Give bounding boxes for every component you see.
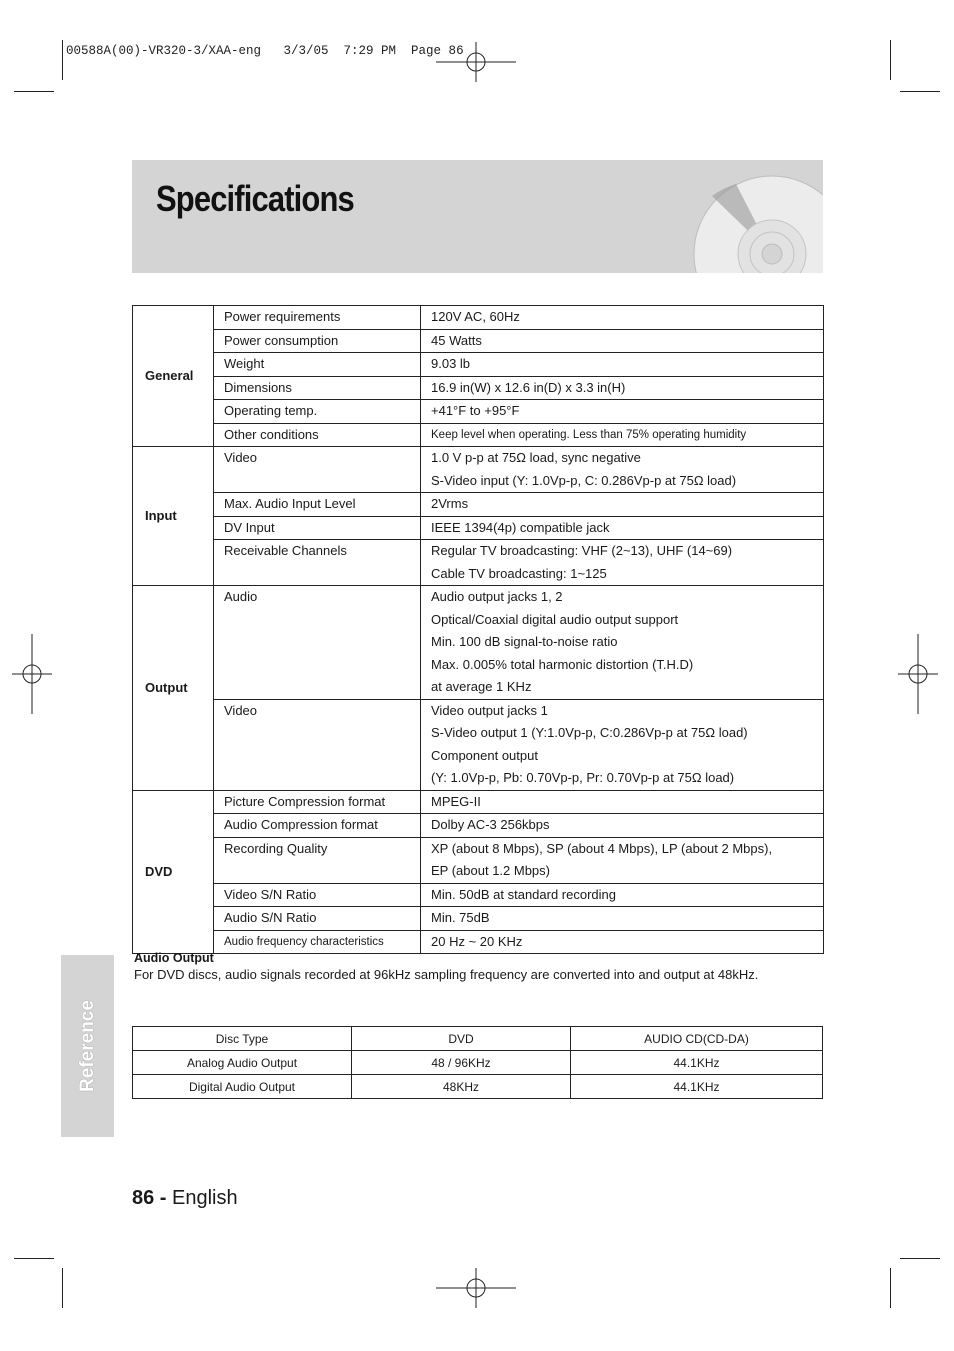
table-cell: 48KHz — [352, 1075, 571, 1099]
crop-mark — [62, 40, 63, 80]
spec-value-cell — [421, 376, 824, 400]
spec-value: Optical/Coaxial digital audio output support — [431, 611, 679, 627]
table-header-row — [133, 1027, 823, 1051]
table-row — [133, 329, 824, 353]
registration-mark-icon — [898, 634, 938, 714]
section-tab — [61, 955, 114, 1137]
spec-item: Audio — [214, 586, 421, 700]
spec-value: Min. 50dB at standard recording — [431, 886, 616, 902]
table-row — [133, 1075, 823, 1099]
spec-value-cell — [421, 423, 824, 447]
registration-mark-icon — [436, 42, 516, 82]
spec-value: Min. 100 dB signal-to-noise ratio — [431, 634, 618, 649]
spec-value: Audio output jacks 1, 2 — [431, 589, 563, 604]
spec-value-cell — [421, 493, 824, 517]
page-number: 86 - — [132, 1187, 167, 1209]
spec-value: 1.0 V p-p at 75Ω load, sync negative — [431, 450, 641, 465]
spec-value: 16.9 in(W) x 12.6 in(D) x 3.3 in(H) — [431, 379, 626, 395]
spec-value: S-Video input (Y: 1.0Vp-p, C: 0.286Vp-p at 75Ω load) — [431, 472, 737, 488]
page-title: Specifications — [156, 178, 354, 219]
spec-value: 2Vrms — [431, 496, 469, 511]
spec-value-cell — [421, 883, 824, 907]
table-row — [133, 516, 824, 540]
spec-item: Weight — [214, 353, 421, 377]
table-row — [133, 447, 824, 493]
spec-value: Video output jacks 1 — [431, 702, 548, 718]
disc-graphic-icon — [692, 174, 823, 273]
spec-value-cell — [421, 699, 824, 790]
spec-value-cell — [421, 400, 824, 424]
table-row — [133, 699, 824, 790]
spec-value: 20 Hz ~ 20 KHz — [431, 933, 523, 949]
table-row — [133, 883, 824, 907]
spec-value: S-Video output 1 (Y:1.0Vp-p, C:0.286Vp-p at 75Ω load) — [431, 725, 748, 740]
table-row — [133, 540, 824, 586]
spec-value: +41°F to +95°F — [431, 403, 520, 418]
table-row — [133, 790, 824, 814]
spec-item: Audio Compression format — [214, 814, 421, 838]
spec-value-cell — [421, 837, 824, 883]
spec-group-label: General — [133, 306, 214, 447]
spec-item: Operating temp. — [214, 400, 421, 424]
spec-item: DV Input — [214, 516, 421, 540]
table-cell: 44.1KHz — [571, 1075, 823, 1099]
spec-value: Min. 75dB — [431, 910, 490, 925]
spec-value: IEEE 1394(4p) compatible jack — [431, 519, 610, 535]
spec-value: EP (about 1.2 Mbps) — [431, 863, 550, 878]
spec-item: Max. Audio Input Level — [214, 493, 421, 517]
table-row — [133, 400, 824, 424]
crop-mark — [62, 1268, 63, 1308]
spec-item: Recording Quality — [214, 837, 421, 883]
table-cell: 48 / 96KHz — [352, 1051, 571, 1075]
spec-value-cell — [421, 516, 824, 540]
audio-output-table — [132, 1026, 823, 1099]
spec-value-cell — [421, 353, 824, 377]
table-header-cell: Disc Type — [133, 1027, 352, 1051]
specifications-table — [132, 305, 824, 954]
spec-item: Video S/N Ratio — [214, 883, 421, 907]
table-row — [133, 837, 824, 883]
spec-value-cell — [421, 790, 824, 814]
table-row — [133, 376, 824, 400]
audio-output-note-text: For DVD discs, audio signals recorded at 96kHz sampling frequency are converted into and output at 48kHz. — [134, 967, 759, 982]
spec-value: Component output — [431, 747, 538, 763]
spec-item: Video — [214, 699, 421, 790]
audio-output-note-title: Audio Output — [134, 951, 214, 965]
spec-value-cell — [421, 930, 824, 954]
table-row — [133, 1051, 823, 1075]
table-row — [133, 423, 824, 447]
section-tab-label: Reference — [76, 1000, 98, 1092]
spec-value-cell — [421, 447, 824, 493]
spec-value: Regular TV broadcasting: VHF (2~13), UHF (14~69) — [431, 543, 733, 558]
footer-language: English — [172, 1187, 238, 1209]
spec-item: Power consumption — [214, 329, 421, 353]
title-banner — [132, 160, 823, 273]
spec-value: at average 1 KHz — [431, 679, 532, 694]
crop-mark — [890, 1268, 891, 1308]
spec-item: Other conditions — [214, 423, 421, 447]
crop-mark — [900, 91, 940, 92]
table-header-cell: AUDIO CD(CD-DA) — [571, 1027, 823, 1051]
spec-value: XP (about 8 Mbps), SP (about 4 Mbps), LP (about 2 Mbps), — [431, 840, 773, 856]
spec-value: Max. 0.005% total harmonic distortion (T.H.D) — [431, 656, 694, 672]
table-row — [133, 493, 824, 517]
spec-value-cell — [421, 907, 824, 931]
spec-item: Receivable Channels — [214, 540, 421, 586]
crop-mark — [14, 91, 54, 92]
spec-value-cell — [421, 586, 824, 700]
crop-mark — [14, 1258, 54, 1259]
registration-mark-icon — [436, 1268, 516, 1308]
table-row — [133, 586, 824, 700]
table-cell: Digital Audio Output — [133, 1075, 352, 1099]
registration-mark-icon — [12, 634, 52, 714]
spec-group-label: Output — [133, 586, 214, 791]
table-row — [133, 814, 824, 838]
table-header-cell: DVD — [352, 1027, 571, 1051]
spec-value: MPEG-II — [431, 793, 481, 809]
spec-value: 9.03 lb — [431, 356, 471, 371]
spec-value: 45 Watts — [431, 332, 482, 348]
spec-value: (Y: 1.0Vp-p, Pb: 0.70Vp-p, Pr: 0.70Vp-p at 75Ω load) — [431, 770, 735, 785]
table-row — [133, 930, 824, 954]
spec-item: Video — [214, 447, 421, 493]
spec-value-cell — [421, 306, 824, 330]
spec-item: Power requirements — [214, 306, 421, 330]
spec-group-label: Input — [133, 447, 214, 586]
spec-value-cell — [421, 814, 824, 838]
spec-value: Keep level when operating. Less than 75% operating humidity — [431, 428, 747, 441]
table-cell: Analog Audio Output — [133, 1051, 352, 1075]
spec-value-cell — [421, 329, 824, 353]
spec-value: Dolby AC-3 256kbps — [431, 817, 550, 832]
spec-value: 120V AC, 60Hz — [431, 309, 520, 324]
page-footer — [132, 1187, 238, 1210]
spec-group-label: DVD — [133, 790, 214, 954]
spec-item: Audio S/N Ratio — [214, 907, 421, 931]
spec-item: Dimensions — [214, 376, 421, 400]
print-header: 00588A(00)-VR320-3/XAA-eng 3/3/05 7:29 PM Page 86 — [66, 44, 464, 58]
spec-item: Audio frequency characteristics — [214, 930, 421, 954]
spec-value: Cable TV broadcasting: 1~125 — [431, 565, 607, 581]
spec-item: Picture Compression format — [214, 790, 421, 814]
crop-mark — [890, 40, 891, 80]
table-row — [133, 353, 824, 377]
crop-mark — [900, 1258, 940, 1259]
spec-value-cell — [421, 540, 824, 586]
table-row — [133, 907, 824, 931]
table-row — [133, 306, 824, 330]
table-cell: 44.1KHz — [571, 1051, 823, 1075]
